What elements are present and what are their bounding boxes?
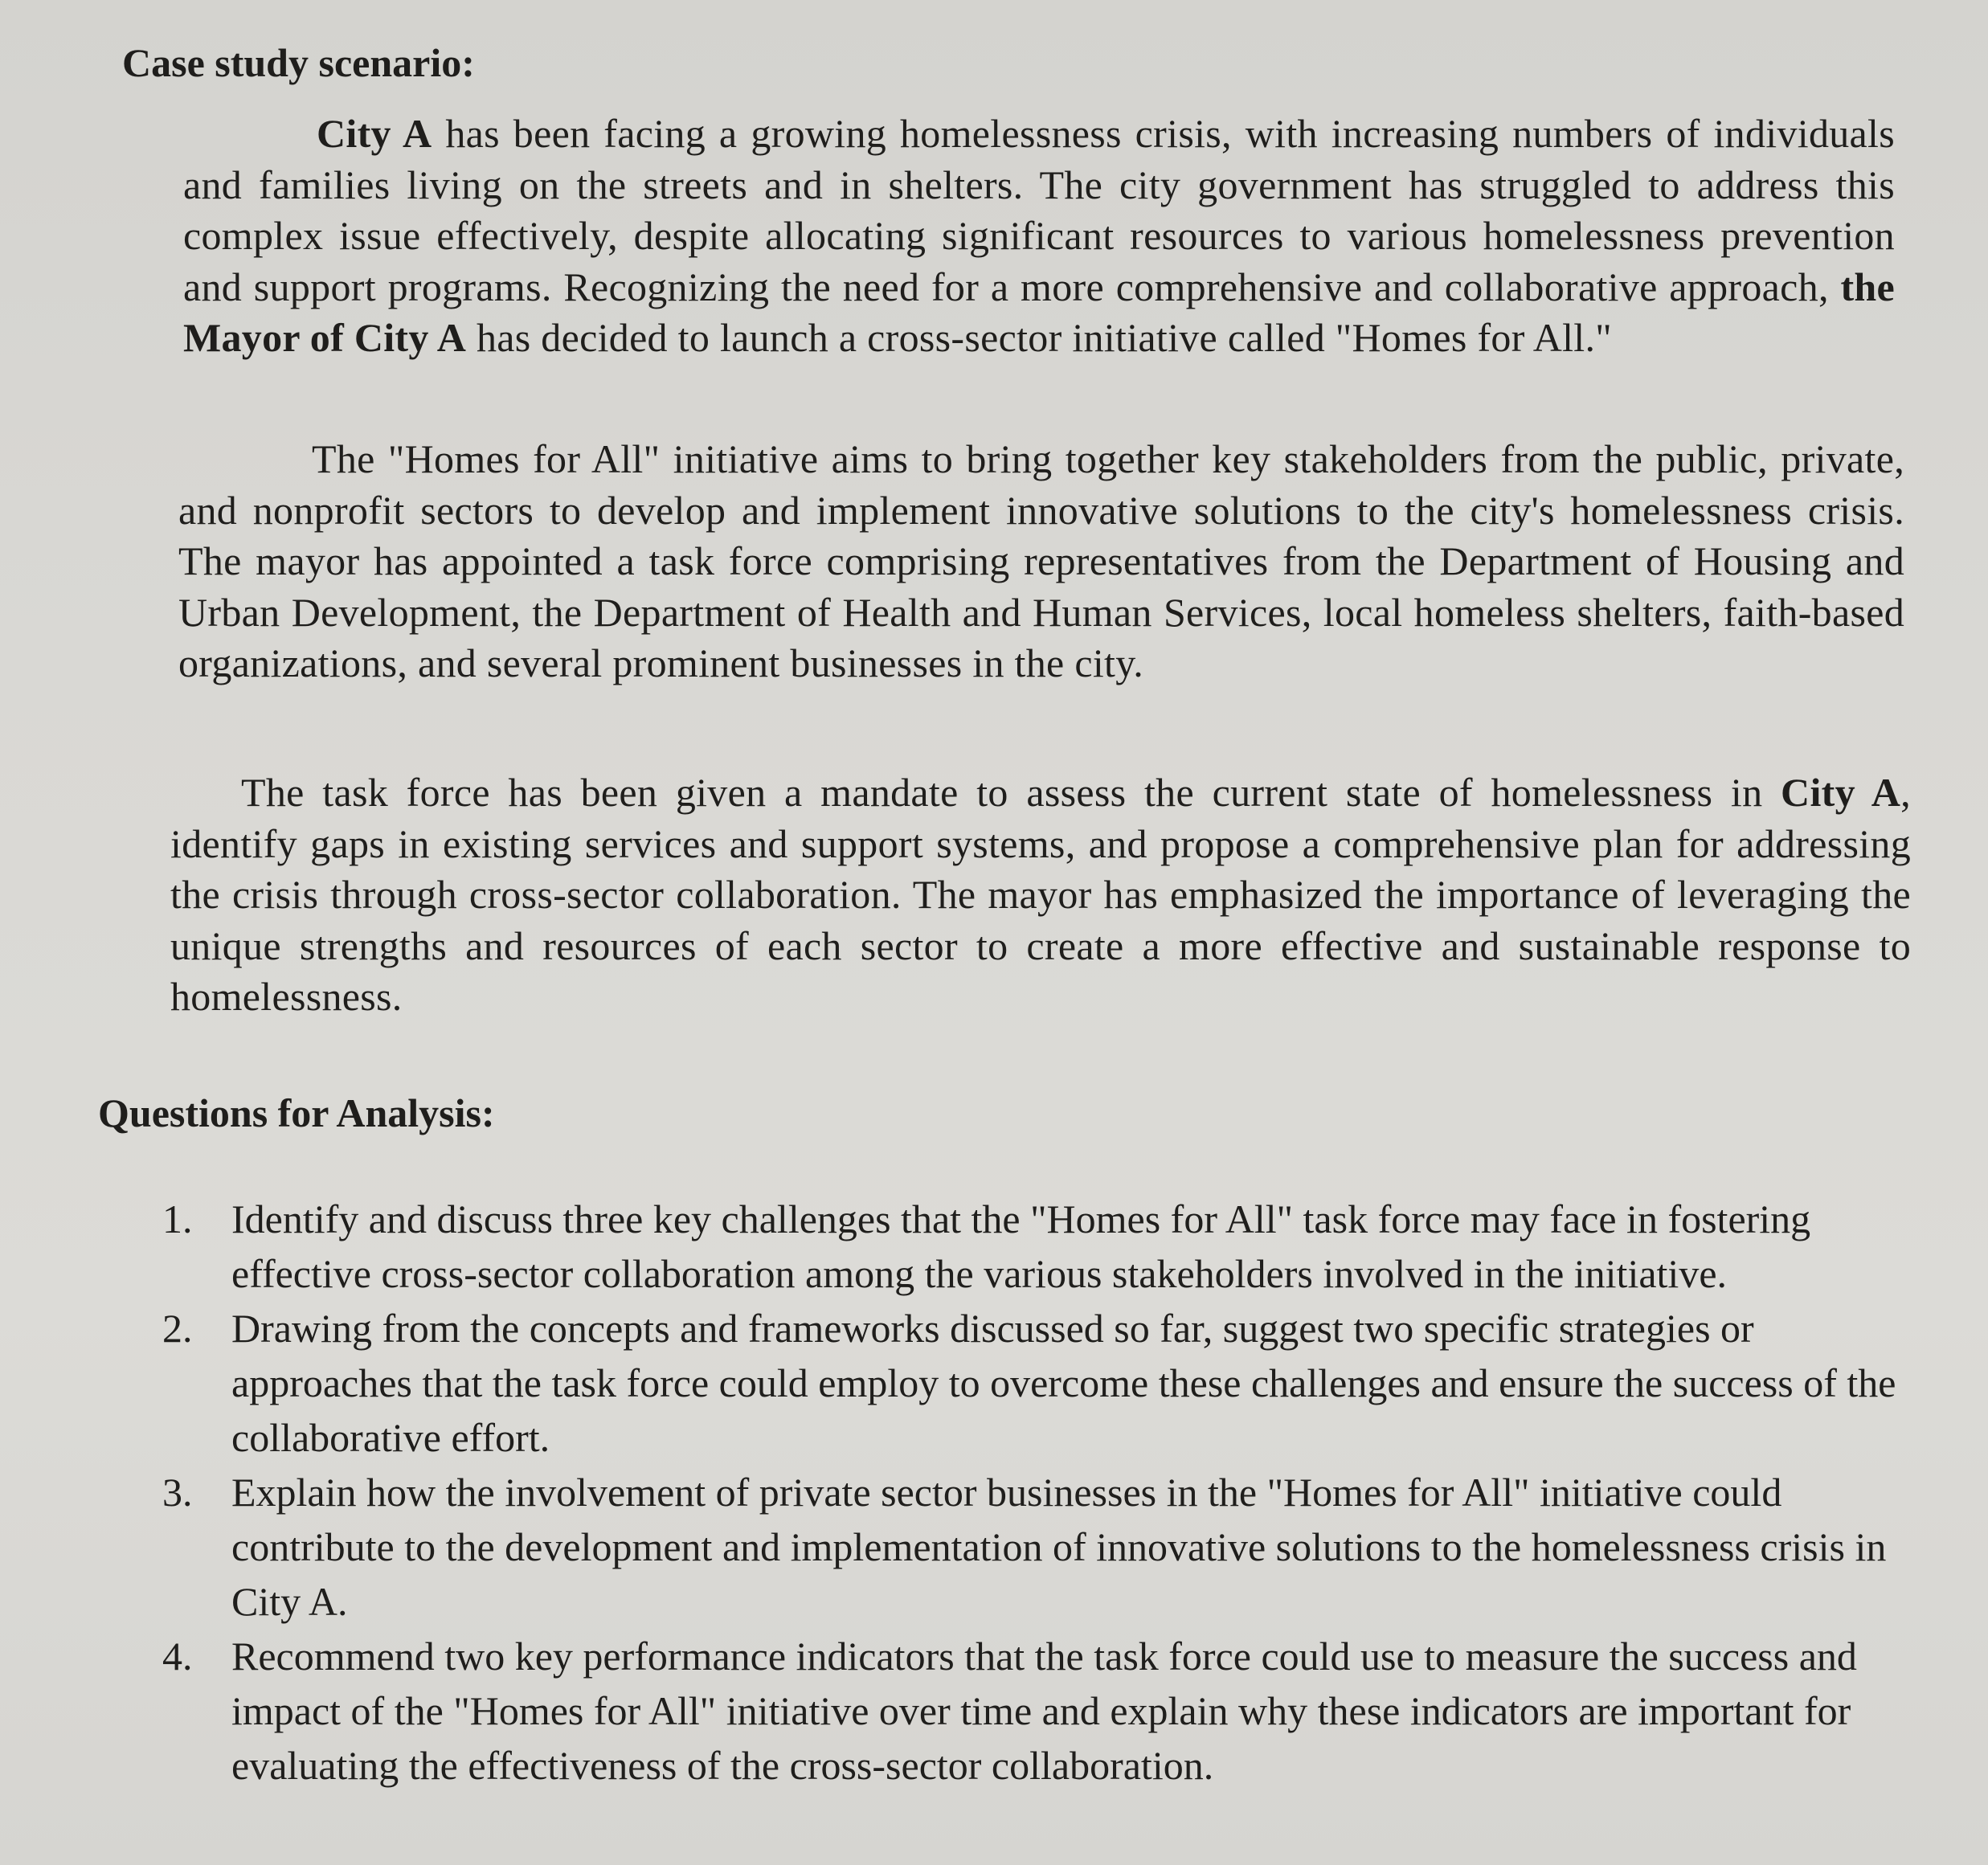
question-text: Explain how the involvement of private sector businesses in the "Homes for All" initiative could contribute to the development and implementation of innovative solutions to the homelessness crisis in City A.: [231, 1470, 1887, 1624]
question-number: 4.: [162, 1634, 193, 1679]
question-item: [153, 1192, 1937, 1301]
mayor-bold-text: the Mayor of City A: [183, 264, 1895, 360]
question-number: 2.: [162, 1306, 193, 1351]
city-a-bold-text: City A: [1781, 770, 1901, 815]
question-item: [153, 1465, 1937, 1629]
question-number: 1.: [162, 1196, 193, 1241]
questions-heading: Questions for Analysis:: [98, 1090, 495, 1135]
paragraph-3-text-b: , identify gaps in existing services and support systems, and propose a comprehensive plan for addressing the crisis through cross-sector collaboration. The mayor has emphasized the importance of leveraging the unique strengths and resources of each sector to create a more effective and sustainable response to homelessness.: [170, 770, 1911, 1019]
scenario-paragraph-1: [183, 108, 1895, 364]
scenario-paragraph-2: The "Homes for All" initiative aims to bring together key stakeholders from the public, private, and nonprofit sectors to develop and implement innovative solutions to the city's homelessness crisis. The mayor has appointed a task force comprising representatives from the Department of Housing and Urban Development, the Department of Health and Human Services, local homeless shelters, faith-based organizations, and several prominent businesses in the city.: [178, 436, 1904, 685]
city-a-bold-text: City A: [317, 111, 432, 156]
case-study-heading: Case study scenario:: [122, 40, 475, 85]
paragraph-1-text-b: has decided to launch a cross-sector initiative called "Homes for All.": [466, 315, 1613, 360]
question-text: Recommend two key performance indicators that the task force could use to measure the success and impact of the "Homes for All" initiative over time and explain why these indicators are important for evaluating the effectiveness of the cross-sector collaboration.: [231, 1634, 1857, 1788]
question-text: Drawing from the concepts and frameworks discussed so far, suggest two specific strategies or approaches that the task force could employ to overcome these challenges and ensure the success of the collaborative effort.: [231, 1306, 1896, 1460]
question-text: Identify and discuss three key challenges that the "Homes for All" task force may face in fostering effective cross-sector collaboration among the various stakeholders involved in the initiative.: [231, 1196, 1811, 1296]
question-item: [153, 1629, 1937, 1793]
paragraph-1-text-a: has been facing a growing homelessness crisis, with increasing numbers of individuals and families living on the streets and in shelters. The city government has struggled to address this complex issue effectively, despite allocating significant resources to various homelessness prevention and support programs. Recognizing the need for a more comprehensive and collaborative approach,: [183, 111, 1895, 309]
question-item: [153, 1301, 1937, 1465]
questions-list: [153, 1192, 1937, 1793]
scenario-paragraph-3: [170, 767, 1911, 1023]
question-number: 3.: [162, 1470, 193, 1515]
paragraph-3-text-a: The task force has been given a mandate to assess the current state of homelessness in: [241, 770, 1781, 815]
